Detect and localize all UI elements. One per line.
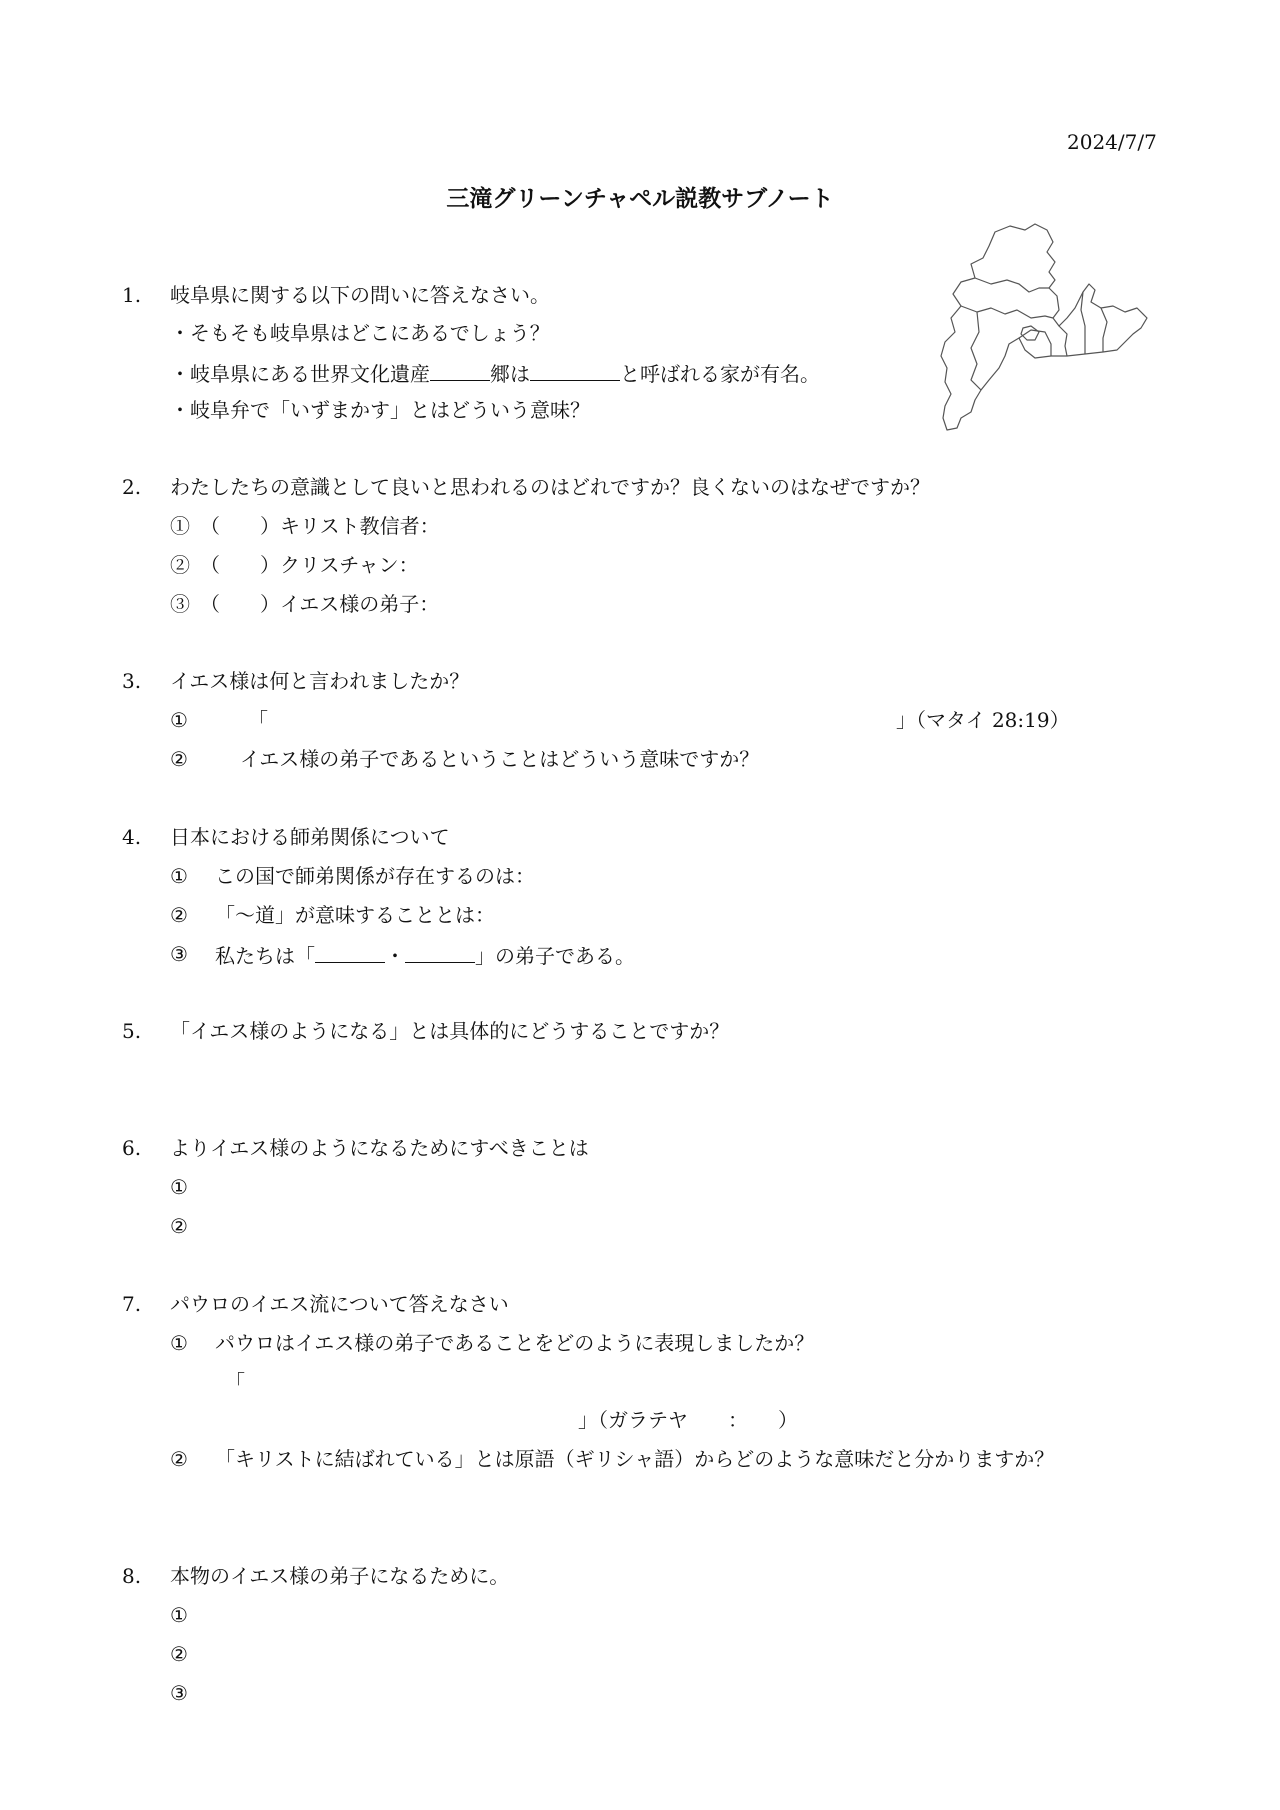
q1-bullet-2-b: 郷は [490,362,530,386]
q7-item-2-mark: ② [170,1447,188,1471]
q4-item-3-mark: ③ [170,942,188,966]
blank-village [430,362,490,381]
q8-mark-3: ③ [170,1681,188,1705]
q2-item-3-paren: （ ） [210,592,280,616]
q7-quote-close: 」（ガラテヤ ： ） [578,1408,798,1432]
q2-item-3-label: イエス様の弟子： [280,592,440,616]
q6-mark-2: ② [170,1214,188,1238]
q4-item-3-a: 私たちは「 [215,944,315,968]
q1-bullet-2 [170,362,820,384]
q7-number: 7. [122,1292,142,1316]
q2-item-2-paren: （ ） [210,553,280,577]
q2-item-3 [170,594,439,614]
date: 2024/7/7 [1067,130,1157,154]
q2-text: わたしたちの意識として良いと思われるのはどれですか？良くないのはなぜですか？ [170,475,930,499]
q4-number: 4. [122,825,142,849]
map-border-2 [961,306,1053,318]
q2-item-1-mark: ① [170,514,190,538]
q3-text: イエス様は何と言われましたか？ [170,669,470,693]
q5-number: 5. [122,1019,142,1043]
region-map [935,222,1165,462]
q1-bullet-3: ・岐阜弁で「いずまかす」とはどういう意味？ [170,398,590,422]
blank-master-2 [405,944,475,963]
q4-item-3-dot: ・ [385,944,405,968]
q3-item-2-text: イエス様の弟子であるということはどういう意味ですか？ [240,747,760,771]
q2-item-2-mark: ② [170,553,190,577]
map-border-1 [975,278,1049,292]
blank-house [530,362,620,381]
map-border-7 [1101,308,1107,352]
map-border-4 [1019,330,1051,356]
map-border-5 [1059,326,1067,356]
q7-item-2-text: 「キリストに結ばれている」とは原語（ギリシャ語）からどのような意味だと分かりますか？ [215,1447,1055,1471]
map-border-6 [1081,292,1085,354]
q6-mark-1: ① [170,1175,188,1199]
q7-text: パウロのイエス流について答えなさい [170,1292,509,1316]
q8-text: 本物のイエス様の弟子になるために。 [170,1564,510,1588]
q2-item-2-label: クリスチャン： [280,553,419,577]
q2-item-1-paren: （ ） [210,514,280,538]
q4-item-1-text: この国で師弟関係が存在するのは： [215,864,535,888]
q6-number: 6. [122,1136,142,1160]
q5-text: 「イエス様のようになる」とは具体的にどうすることですか？ [170,1019,730,1043]
q1-bullet-2-a: ・岐阜県にある世界文化遺産 [170,362,430,386]
q7-quote-open: 「 [225,1370,245,1394]
q1-bullet-1: ・そもそも岐阜県はどこにあるでしょう？ [170,321,550,345]
q4-item-3-b: 」の弟子である。 [475,944,635,968]
q3-item-1-close: 」（マタイ 28:19） [896,708,1070,732]
q1-bullet-2-c: と呼ばれる家が有名。 [620,362,820,386]
page-title: 三滝グリーンチャペル説教サブノート [446,185,834,212]
map-border-3 [971,312,981,390]
q8-mark-1: ① [170,1603,188,1627]
q4-item-2-mark: ② [170,903,188,927]
q3-item-1-open: 「 [248,708,268,732]
q8-number: 8. [122,1564,142,1588]
q2-item-1-label: キリスト教信者： [280,514,440,538]
q7-item-1-text: パウロはイエス様の弟子であることをどのように表現しましたか？ [215,1331,815,1355]
map-outline [941,224,1147,430]
q4-item-3 [215,944,635,966]
blank-master-1 [315,944,385,963]
map-bay [1021,326,1039,340]
q4-item-1-mark: ① [170,864,188,888]
q1-number: 1. [122,283,142,307]
q1-text: 岐阜県に関する以下の問いに答えなさい。 [170,283,550,307]
q3-item-2-mark: ② [170,747,188,771]
q7-item-1-mark: ① [170,1331,188,1355]
q2-item-2 [170,555,419,575]
q2-item-1 [170,516,440,536]
q6-text: よりイエス様のようになるためにすべきことは [170,1136,589,1160]
q3-number: 3. [122,669,142,693]
q2-item-3-mark: ③ [170,592,190,616]
q8-mark-2: ② [170,1642,188,1666]
q3-item-1-mark: ① [170,708,188,732]
q2-number: 2. [122,475,142,499]
q4-text: 日本における師弟関係について [170,825,450,849]
q4-item-2-text: 「～道」が意味することとは： [215,903,495,927]
